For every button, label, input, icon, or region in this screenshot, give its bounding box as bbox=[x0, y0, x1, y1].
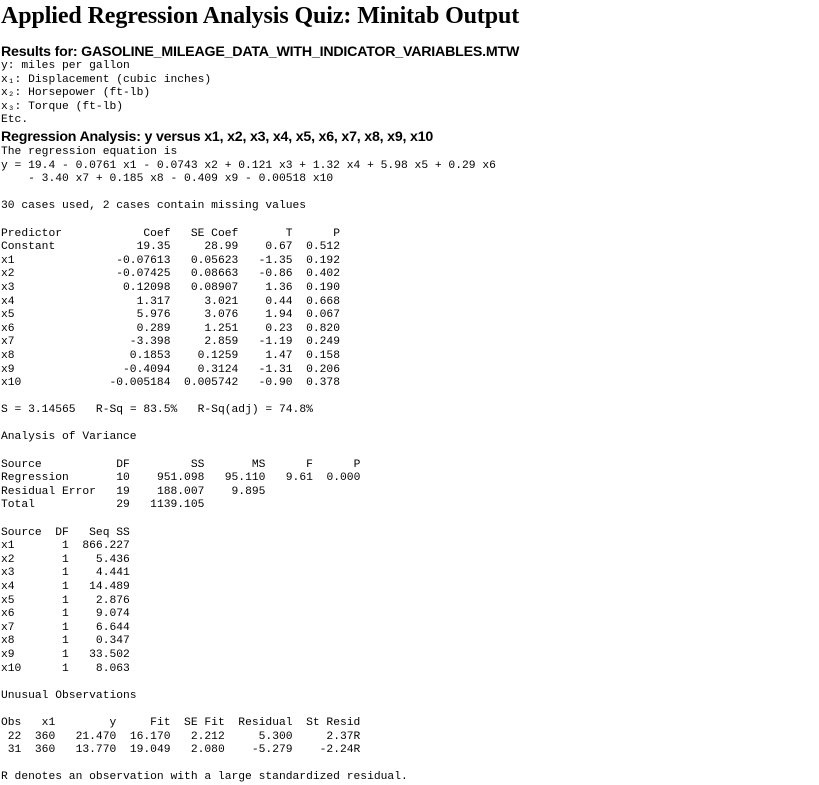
table-cell: 21.470 bbox=[55, 730, 117, 743]
table-cell: -1.31 bbox=[238, 363, 293, 376]
table-cell: 1.36 bbox=[238, 281, 293, 294]
table-cell: 0.08907 bbox=[170, 281, 239, 294]
table-cell: Residual bbox=[224, 716, 293, 729]
table-row bbox=[1, 255, 340, 267]
table-cell: Constant bbox=[1, 241, 110, 254]
table-cell: 1 bbox=[48, 635, 69, 648]
table-cell: y bbox=[55, 716, 117, 729]
table-cell: 0.378 bbox=[292, 377, 340, 390]
table-cell: 2.080 bbox=[170, 744, 225, 757]
table-cell: SE Fit bbox=[170, 716, 225, 729]
table-cell: 0.206 bbox=[292, 363, 340, 376]
table-header bbox=[1, 717, 360, 729]
table-cell: -0.90 bbox=[238, 377, 293, 390]
variable-line: x₁: Displacement (cubic inches) bbox=[1, 73, 212, 86]
table-cell: x3 bbox=[1, 567, 49, 580]
table-cell: 0.347 bbox=[68, 635, 130, 648]
table-row bbox=[1, 608, 130, 620]
table-cell: SS bbox=[129, 458, 205, 471]
table-cell: x6 bbox=[1, 322, 110, 335]
table-row bbox=[1, 336, 340, 348]
cases-note: 30 cases used, 2 cases contain missing values bbox=[1, 200, 307, 213]
table-cell: Obs bbox=[1, 716, 22, 729]
table-cell: x9 bbox=[1, 648, 49, 661]
variable-line: y: miles per gallon bbox=[1, 60, 130, 72]
table-cell: 0.668 bbox=[292, 295, 340, 308]
table-header bbox=[1, 527, 130, 539]
table-cell: Regression bbox=[1, 472, 103, 485]
table-cell: x2 bbox=[1, 268, 110, 281]
unusual-heading: Unusual Observations bbox=[1, 689, 137, 702]
table-cell: 16.170 bbox=[116, 730, 171, 743]
table-row bbox=[1, 663, 130, 675]
table-cell: 1 bbox=[48, 662, 69, 675]
seq-ss-table bbox=[1, 527, 130, 675]
table-cell: 95.110 bbox=[204, 472, 266, 485]
table-cell: 0.05623 bbox=[170, 254, 239, 267]
table-cell: Source bbox=[1, 458, 103, 471]
table-cell: 1 bbox=[48, 594, 69, 607]
r-sq-adj: R-Sq(adj) = 74.8% bbox=[197, 404, 313, 417]
regression-heading: Regression Analysis: y versus x1, x2, x3, x4, x5, x6, x7, x8, x9, x10 bbox=[1, 129, 434, 145]
table-row bbox=[1, 635, 130, 647]
table-cell: Coef bbox=[109, 227, 171, 240]
table-cell: Fit bbox=[116, 716, 171, 729]
table-cell: x9 bbox=[1, 363, 110, 376]
table-cell: 14.489 bbox=[68, 581, 130, 593]
table-cell: 1 bbox=[48, 567, 69, 580]
table-row bbox=[1, 744, 360, 756]
table-cell: 2.876 bbox=[68, 594, 130, 607]
table-cell: P bbox=[312, 458, 361, 471]
results-heading: Results for: GASOLINE_MILEAGE_DATA_WITH_INDICATOR_VARIABLES.MTW bbox=[1, 44, 520, 60]
table-cell: x7 bbox=[1, 336, 110, 349]
table-cell: 360 bbox=[21, 744, 56, 757]
table-cell: 2.859 bbox=[170, 336, 239, 349]
table-row bbox=[1, 241, 340, 253]
table-row bbox=[1, 323, 340, 335]
table-cell: 9.61 bbox=[265, 472, 313, 485]
table-cell: 5.300 bbox=[224, 730, 293, 743]
table-cell: 0.158 bbox=[292, 349, 340, 362]
table-cell: 3.021 bbox=[170, 295, 239, 308]
table-cell: -3.398 bbox=[109, 336, 171, 349]
table-row bbox=[1, 309, 340, 321]
variable-line: x₃: Torque (ft-lb) bbox=[1, 100, 124, 113]
table-cell: 0.820 bbox=[292, 322, 340, 335]
table-cell: 1.317 bbox=[109, 295, 171, 308]
table-row bbox=[1, 296, 340, 308]
table-cell: x8 bbox=[1, 635, 49, 648]
table-row bbox=[1, 554, 130, 566]
s-value: S = 3.14565 bbox=[1, 404, 76, 417]
table-cell: 1.94 bbox=[238, 309, 293, 322]
table-cell bbox=[265, 486, 312, 498]
table-cell: 1 bbox=[48, 581, 69, 593]
table-cell: 360 bbox=[21, 730, 56, 743]
table-cell: 28.99 bbox=[170, 241, 239, 254]
equation-line: - 3.40 x7 + 0.185 x8 - 0.409 x9 - 0.00518 x10 bbox=[1, 173, 334, 186]
table-cell: DF bbox=[102, 458, 130, 471]
unusual-table bbox=[1, 717, 360, 756]
table-cell: 0.000 bbox=[312, 472, 361, 485]
table-cell: 188.007 bbox=[129, 485, 205, 498]
table-cell bbox=[204, 499, 265, 511]
equation-line: y = 19.4 - 0.0761 x1 - 0.0743 x2 + 0.121 x3 + 1.32 x4 + 5.98 x5 + 0.29 x6 bbox=[1, 159, 496, 172]
table-cell: 0.289 bbox=[109, 322, 171, 335]
table-cell: P bbox=[292, 227, 340, 240]
table-header bbox=[1, 228, 340, 240]
table-cell: x1 bbox=[21, 716, 56, 729]
table-cell: Total bbox=[1, 499, 103, 512]
variable-descriptions bbox=[1, 60, 211, 128]
table-cell: 0.249 bbox=[292, 336, 340, 349]
table-cell: -0.005184 bbox=[109, 377, 171, 390]
table-row bbox=[1, 472, 360, 484]
table-cell: -2.24R bbox=[292, 744, 361, 757]
table-cell: x5 bbox=[1, 594, 49, 607]
r-sq: R-Sq = 83.5% bbox=[95, 404, 178, 417]
table-cell: 1 bbox=[48, 540, 69, 553]
table-cell: x5 bbox=[1, 309, 110, 322]
table-row bbox=[1, 567, 130, 579]
table-cell: x10 bbox=[1, 662, 49, 675]
table-cell: x4 bbox=[1, 581, 49, 593]
table-cell: 1 bbox=[48, 553, 69, 566]
unusual-footnote: R denotes an observation with a large standardized residual. bbox=[1, 771, 408, 784]
table-cell: 0.005742 bbox=[170, 377, 239, 390]
table-cell: Source bbox=[1, 526, 49, 539]
session-output bbox=[1, 146, 496, 785]
table-cell: 2.212 bbox=[170, 730, 225, 743]
table-row bbox=[1, 350, 340, 362]
table-cell: 10 bbox=[102, 472, 130, 485]
table-cell: -0.4094 bbox=[109, 363, 171, 376]
equation-label: The regression equation is bbox=[1, 146, 178, 158]
table-row bbox=[1, 377, 340, 389]
table-cell: 951.098 bbox=[129, 472, 205, 485]
table-row bbox=[1, 649, 130, 661]
table-cell: Residual Error bbox=[1, 485, 103, 498]
table-cell: x2 bbox=[1, 553, 49, 566]
table-cell: 4.441 bbox=[68, 567, 130, 580]
table-row bbox=[1, 364, 340, 376]
table-cell: -1.19 bbox=[238, 336, 293, 349]
table-cell: x3 bbox=[1, 281, 110, 294]
table-cell: 0.3124 bbox=[170, 363, 239, 376]
table-cell: 0.1853 bbox=[109, 349, 171, 362]
table-header bbox=[1, 459, 360, 471]
table-row bbox=[1, 282, 340, 294]
table-cell: F bbox=[265, 458, 313, 471]
table-cell: 0.23 bbox=[238, 322, 293, 335]
table-cell bbox=[265, 499, 312, 511]
table-cell: 19.049 bbox=[116, 744, 171, 757]
table-cell: MS bbox=[204, 458, 266, 471]
table-cell: T bbox=[238, 227, 293, 240]
table-cell: Seq SS bbox=[68, 526, 130, 539]
table-row bbox=[1, 486, 360, 498]
table-cell: x7 bbox=[1, 621, 49, 634]
anova-table bbox=[1, 459, 360, 512]
table-cell: 6.644 bbox=[68, 621, 130, 634]
table-cell: -0.07613 bbox=[109, 254, 171, 267]
table-cell: 0.192 bbox=[292, 254, 340, 267]
table-cell: 1 bbox=[48, 621, 69, 634]
table-cell: 2.37R bbox=[292, 730, 361, 743]
table-cell: 0.08663 bbox=[170, 268, 239, 281]
table-row bbox=[1, 622, 130, 634]
coef-table bbox=[1, 228, 340, 390]
table-cell: 1 bbox=[48, 608, 69, 621]
table-cell: 19 bbox=[102, 485, 130, 498]
table-cell: 1.47 bbox=[238, 349, 293, 362]
table-cell: x4 bbox=[1, 295, 110, 308]
table-cell: 9.074 bbox=[68, 608, 130, 621]
table-cell: 1.251 bbox=[170, 322, 239, 335]
anova-heading: Analysis of Variance bbox=[1, 431, 137, 444]
table-cell: SE Coef bbox=[170, 227, 239, 240]
table-cell: 8.063 bbox=[68, 662, 130, 675]
table-cell bbox=[313, 499, 360, 511]
table-cell: x1 bbox=[1, 540, 49, 553]
table-row bbox=[1, 268, 340, 280]
table-cell: -0.86 bbox=[238, 268, 293, 281]
table-cell: 0.512 bbox=[292, 241, 340, 254]
table-cell: 0.12098 bbox=[109, 281, 171, 294]
table-cell: 13.770 bbox=[55, 744, 117, 757]
table-cell: 0.44 bbox=[238, 295, 293, 308]
table-cell: 31 bbox=[1, 744, 22, 757]
table-cell: St Resid bbox=[292, 716, 361, 729]
table-cell: x8 bbox=[1, 349, 110, 362]
table-cell: 22 bbox=[1, 730, 22, 743]
model-summary bbox=[1, 404, 313, 416]
table-cell: x6 bbox=[1, 608, 49, 621]
table-cell: 1139.105 bbox=[129, 499, 205, 512]
table-row bbox=[1, 581, 130, 593]
table-row bbox=[1, 540, 130, 552]
variable-line: Etc. bbox=[1, 114, 29, 127]
table-cell: -1.35 bbox=[238, 254, 293, 267]
table-cell: 0.1259 bbox=[170, 349, 239, 362]
table-cell bbox=[313, 486, 360, 498]
page-title: Applied Regression Analysis Quiz: Minitab Output bbox=[1, 3, 520, 29]
table-cell: 866.227 bbox=[68, 540, 130, 553]
variable-line: x₂: Horsepower (ft-lb) bbox=[1, 87, 151, 100]
table-cell: DF bbox=[48, 526, 69, 539]
table-cell: 0.67 bbox=[238, 241, 293, 254]
table-cell: 29 bbox=[102, 499, 130, 512]
table-cell: 0.402 bbox=[292, 268, 340, 281]
table-cell: 1 bbox=[48, 648, 69, 661]
table-cell: 5.436 bbox=[68, 553, 130, 566]
table-cell: x10 bbox=[1, 377, 110, 390]
table-cell: 5.976 bbox=[109, 309, 171, 322]
table-cell: -5.279 bbox=[224, 744, 293, 757]
table-cell: 9.895 bbox=[204, 485, 266, 498]
table-row bbox=[1, 595, 130, 607]
table-cell: 0.067 bbox=[292, 309, 340, 322]
table-row bbox=[1, 731, 360, 743]
table-cell: -0.07425 bbox=[109, 268, 171, 281]
table-cell: 19.35 bbox=[109, 241, 171, 254]
table-cell: 33.502 bbox=[68, 648, 130, 661]
table-cell: Predictor bbox=[1, 227, 110, 240]
table-cell: x1 bbox=[1, 254, 110, 267]
table-cell: 0.190 bbox=[292, 281, 340, 294]
table-row bbox=[1, 499, 360, 511]
table-cell: 3.076 bbox=[170, 309, 239, 322]
